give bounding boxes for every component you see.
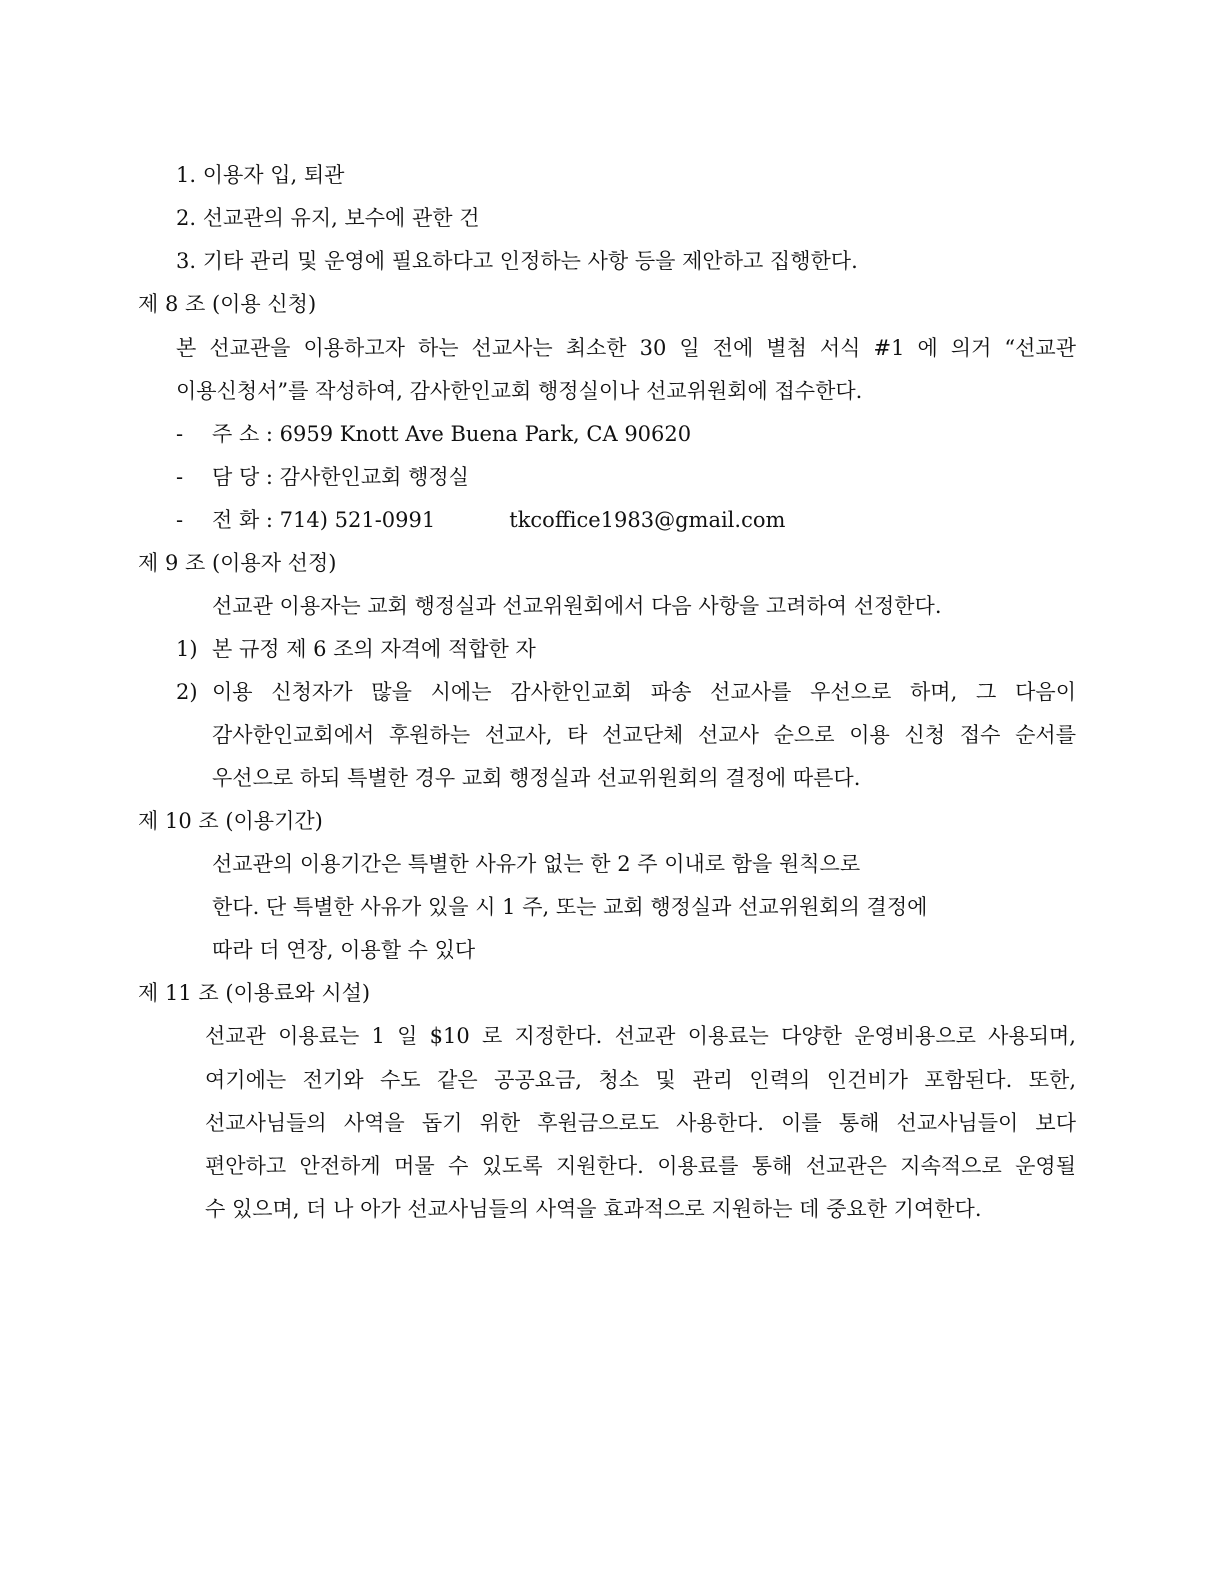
article-9-heading: 제 9 조 (이용자 선정): [138, 551, 337, 575]
item-number: 1): [176, 637, 198, 661]
dash-mark: -: [176, 465, 184, 489]
article-9-intro: 선교관 이용자는 교회 행정실과 선교위원회에서 다음 사항을 고려하여 선정한다.: [212, 594, 942, 618]
phone-line: [176, 505, 785, 535]
contact-text: 담 당 : 감사한인교회 행정실: [212, 465, 469, 489]
article-9-item-2-line: 감사한인교회에서 후원하는 선교사, 타 선교단체 선교사 순으로 이용 신청 접수 순서를: [212, 723, 1076, 747]
phone-text: 전 화 : 714) 521-0991: [212, 508, 436, 532]
article-9-item-2-line: 우선으로 하되 특별한 경우 교회 행정실과 선교위원회의 결정에 따른다.: [212, 766, 861, 790]
article-10-body-line: 한다. 단 특별한 사유가 있을 시 1 주, 또는 교회 행정실과 선교위원회의 결정에: [212, 895, 928, 919]
article-9-item-2-line: 이용 신청자가 많을 시에는 감사한인교회 파송 선교사를 우선으로 하며, 그 다음이: [212, 680, 1076, 704]
contact-line: [176, 462, 469, 492]
article-10-heading: 제 10 조 (이용기간): [138, 809, 323, 833]
article-11-body-line: 편안하고 안전하게 머물 수 있도록 지원한다. 이용료를 통해 선교관은 지속적으로 운영될: [205, 1154, 1076, 1178]
article-10-body-line: 선교관의 이용기간은 특별한 사유가 없는 한 2 주 이내로 함을 원칙으로: [212, 852, 861, 876]
article-11-body-line: 선교사님들의 사역을 돕기 위한 후원금으로도 사용한다. 이를 통해 선교사님들이 보다: [205, 1111, 1076, 1135]
article-10-body-line: 따라 더 연장, 이용할 수 있다: [212, 938, 476, 962]
article-11-body-line: 선교관 이용료는 1 일 $10 로 지정한다. 선교관 이용료는 다양한 운영비용으로 사용되며,: [205, 1024, 1076, 1048]
email-text: tkcoffice1983@gmail.com: [509, 508, 786, 532]
list-item: 3. 기타 관리 및 운영에 필요하다고 인정하는 사항 등을 제안하고 집행한다.: [176, 249, 858, 273]
list-item: 2. 선교관의 유지, 보수에 관한 건: [176, 206, 480, 230]
article-8-body-line: 이용신청서”를 작성하여, 감사한인교회 행정실이나 선교위원회에 접수한다.: [176, 379, 863, 403]
address-text: 주 소 : 6959 Knott Ave Buena Park, CA 90620: [212, 422, 692, 446]
dash-mark: -: [176, 508, 184, 532]
article-8-heading: 제 8 조 (이용 신청): [138, 292, 317, 316]
article-9-item-2-number: 2): [176, 680, 198, 704]
dash-mark: -: [176, 422, 184, 446]
list-item: 1. 이용자 입, 퇴관: [176, 163, 345, 187]
article-8-body-line: 본 선교관을 이용하고자 하는 선교사는 최소한 30 일 전에 별첨 서식 #1 에 의거 “선교관: [176, 336, 1076, 360]
address-line: [176, 419, 691, 449]
article-11-body-line: 여기에는 전기와 수도 같은 공공요금, 청소 및 관리 인력의 인건비가 포함된다. 또한,: [205, 1068, 1076, 1092]
article-9-item-1: [176, 634, 536, 664]
item-text: 본 규정 제 6 조의 자격에 적합한 자: [212, 637, 536, 661]
article-11-body-line: 수 있으며, 더 나 아가 선교사님들의 사역을 효과적으로 지원하는 데 중요한 기여한다.: [205, 1197, 982, 1221]
article-11-heading: 제 11 조 (이용료와 시설): [138, 981, 371, 1005]
